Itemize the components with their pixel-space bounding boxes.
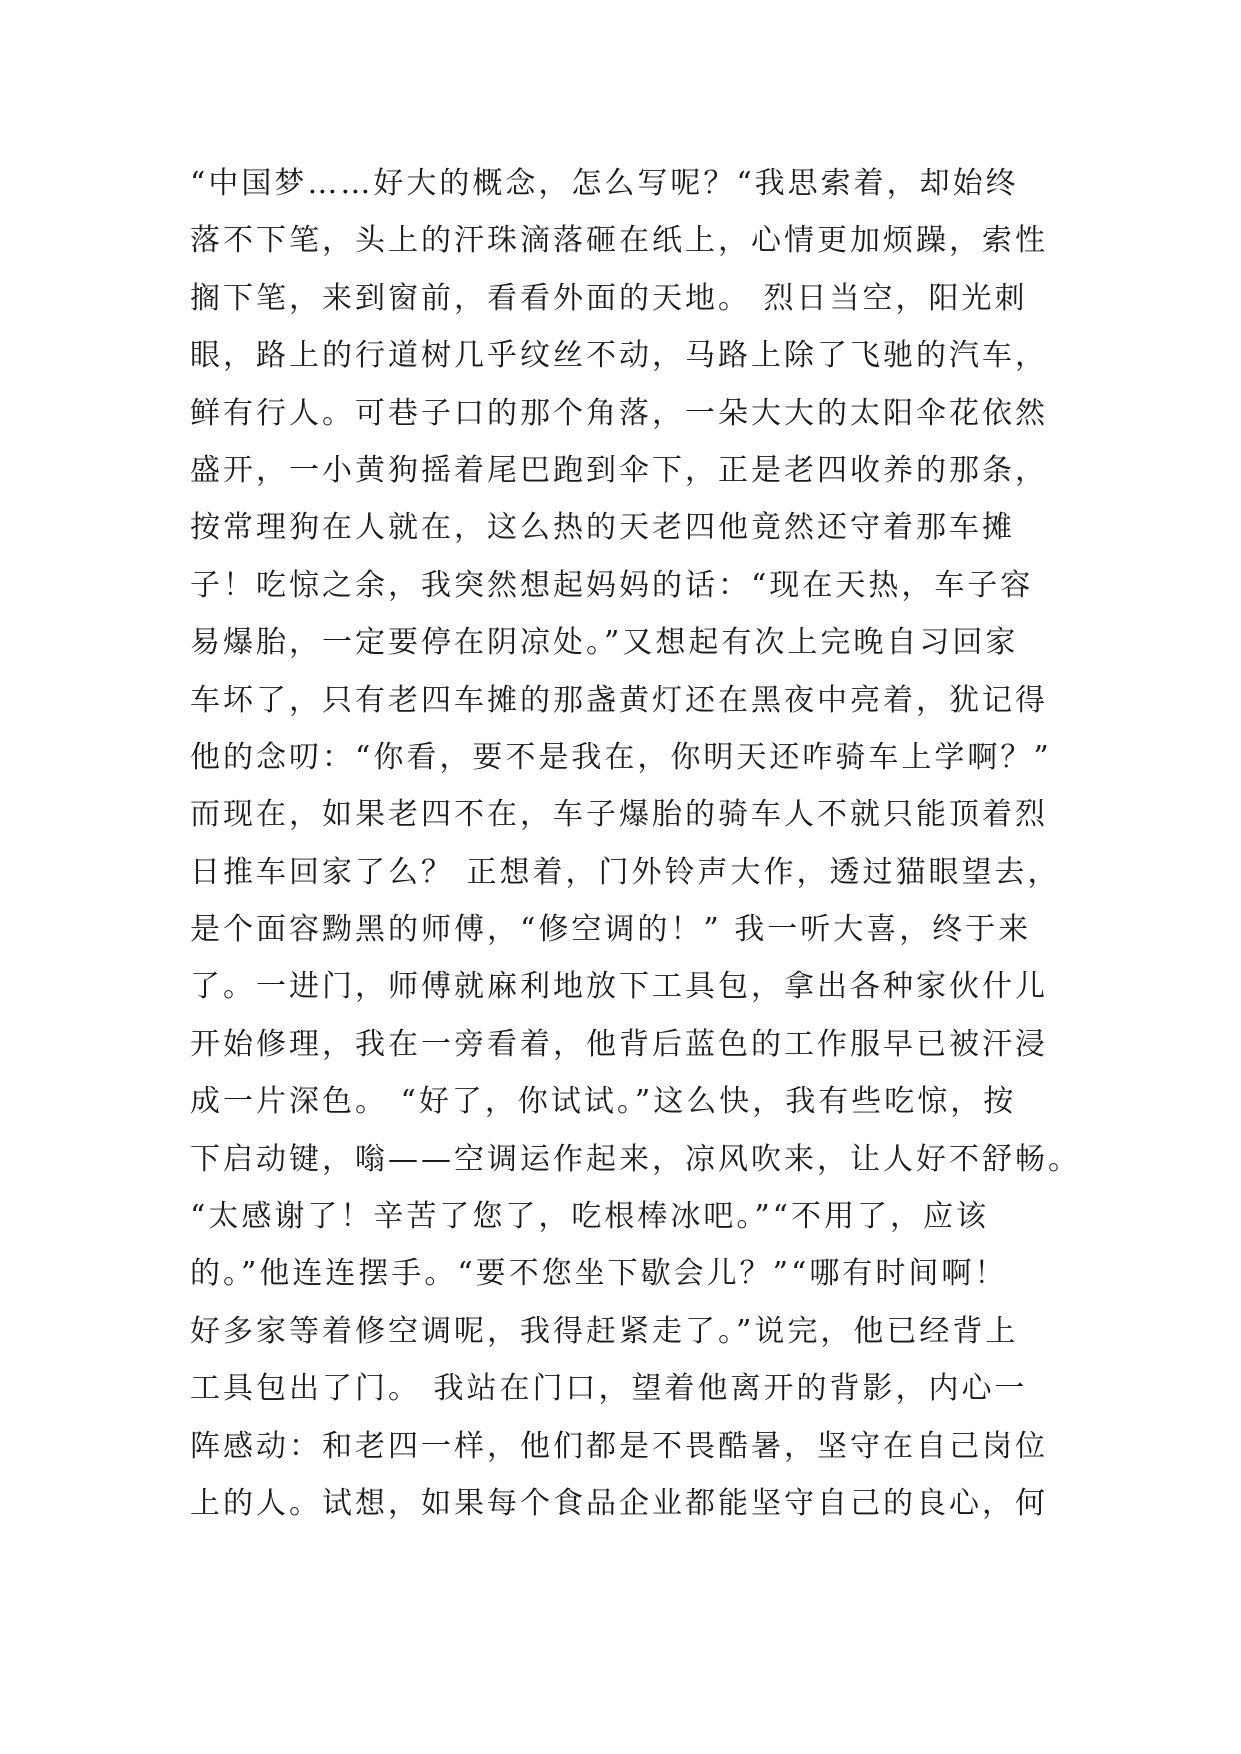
text-line: 眼，路上的行道树几乎纹丝不动，马路上除了飞驰的汽车， (190, 338, 1048, 374)
text-line: 上的人。试想，如果每个食品企业都能坚守自己的良心，何 (190, 1485, 1048, 1521)
text-line: 子！吃惊之余，我突然想起妈妈的话：“现在天热，车子容 (190, 567, 1034, 603)
text-line: 日推车回家了么？ 正想着，门外铃声大作，透过猫眼望去， (190, 854, 1061, 890)
text-line: 盛开，一小黄狗摇着尾巴跑到伞下，正是老四收养的那条， (190, 452, 1048, 488)
text-line: 按常理狗在人就在，这么热的天老四他竟然还守着那车摊 (190, 510, 1015, 546)
text-line: 易爆胎，一定要停在阴凉处。”又想起有次上完晚自习回家 (190, 625, 1019, 661)
text-line: 阵感动：和老四一样，他们都是不畏酷暑，坚守在自己岗位 (190, 1428, 1048, 1464)
text-line: 开始修理，我在一旁看着，他背后蓝色的工作服早已被汗浸 (190, 1026, 1048, 1062)
text-line: 而现在，如果老四不在，车子爆胎的骑车人不就只能顶着烈 (190, 797, 1048, 833)
text-line: 的。”他连连摆手。“要不您坐下歇会儿？”“哪有时间啊！ (190, 1256, 1008, 1292)
text-line: 鲜有行人。可巷子口的那个角落，一朵大大的太阳伞花依然 (190, 395, 1048, 431)
text-line: 成一片深色。 “好了，你试试。”这么快，我有些吃惊，按 (190, 1084, 1017, 1120)
text-line: 落不下笔，头上的汗珠滴落砸在纸上，心情更加烦躁，索性 (190, 223, 1048, 259)
text-line: 工具包出了门。 我站在门口，望着他离开的背影，内心一 (190, 1371, 1028, 1407)
essay-body (190, 155, 1081, 1532)
text-line: 是个面容黝黑的师傅，“修空调的！” 我一听大喜，终于来 (190, 912, 1032, 948)
text-line: 好多家等着修空调呢，我得赶紧走了。”说完，他已经背上 (190, 1313, 1019, 1349)
text-line: 他的念叨：“你看，要不是我在，你明天还咋骑车上学啊？” (190, 739, 1052, 775)
text-line: 下启动键，嗡——空调运作起来，凉风吹来，让人好不舒畅。 (190, 1141, 1081, 1177)
text-line: 搁下笔，来到窗前，看看外面的天地。 烈日当空，阳光刺 (190, 280, 1028, 316)
text-line: 车坏了，只有老四车摊的那盏黄灯还在黑夜中亮着，犹记得 (190, 682, 1048, 718)
text-line: “中国梦……好大的概念，怎么写呢？“我思索着，却始终 (190, 166, 1019, 201)
text-line: 了。一进门，师傅就麻利地放下工具包，拿出各种家伙什儿 (190, 969, 1048, 1005)
text-line: “太感谢了！辛苦了您了，吃根棒冰吧。”“不用了，应该 (190, 1199, 990, 1235)
